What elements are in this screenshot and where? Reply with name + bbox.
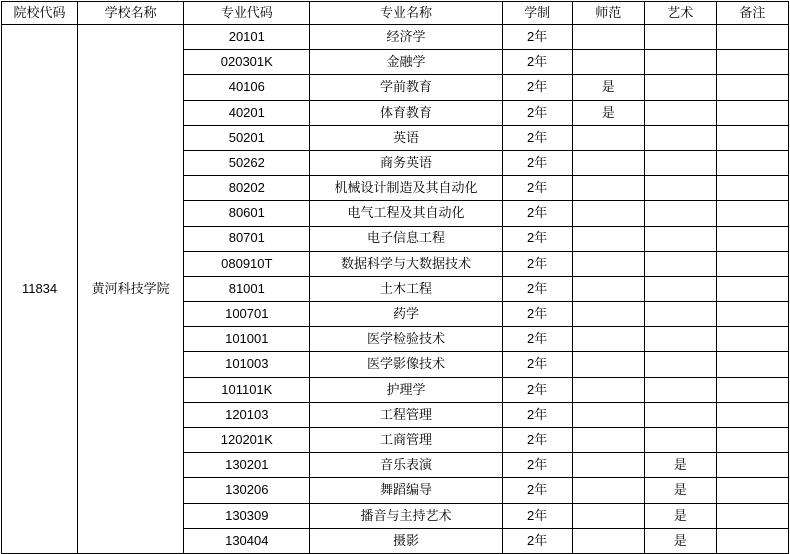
cell-major-code: 101101K [184,377,310,402]
cell-years: 2年 [502,226,572,251]
cell-art [644,201,716,226]
cell-remark [716,125,788,150]
cell-art [644,25,716,50]
cell-major-name: 护理学 [310,377,502,402]
cell-major-code: 40106 [184,75,310,100]
cell-remark [716,150,788,175]
cell-art [644,276,716,301]
cell-normal [572,50,644,75]
cell-major-name: 医学检验技术 [310,327,502,352]
cell-normal [572,528,644,553]
cell-major-code: 50201 [184,125,310,150]
cell-major-code: 120201K [184,428,310,453]
cell-major-name: 数据科学与大数据技术 [310,251,502,276]
cell-major-code: 100701 [184,302,310,327]
cell-remark [716,453,788,478]
cell-major-name: 商务英语 [310,150,502,175]
cell-remark [716,327,788,352]
cell-years: 2年 [502,453,572,478]
cell-major-name: 学前教育 [310,75,502,100]
cell-normal [572,226,644,251]
cell-normal [572,327,644,352]
cell-remark [716,75,788,100]
cell-art [644,251,716,276]
cell-major-name: 土木工程 [310,276,502,301]
cell-major-code: 80601 [184,201,310,226]
cell-normal [572,402,644,427]
cell-major-code: 020301K [184,50,310,75]
cell-art [644,100,716,125]
table-row [2,25,789,50]
cell-art [644,226,716,251]
cell-art [644,302,716,327]
cell-art [644,377,716,402]
cell-normal [572,352,644,377]
header-normal: 师范 [572,2,644,25]
cell-remark [716,428,788,453]
cell-art [644,150,716,175]
cell-years: 2年 [502,302,572,327]
cell-years: 2年 [502,503,572,528]
cell-normal [572,276,644,301]
cell-years: 2年 [502,50,572,75]
cell-major-name: 体育教育 [310,100,502,125]
cell-school-code: 11834 [2,25,78,554]
cell-remark [716,176,788,201]
cell-major-name: 电气工程及其自动化 [310,201,502,226]
cell-major-code: 130309 [184,503,310,528]
cell-school-name: 黄河科技学院 [78,25,184,554]
cell-major-name: 金融学 [310,50,502,75]
cell-major-code: 101003 [184,352,310,377]
cell-remark [716,201,788,226]
cell-art [644,428,716,453]
cell-major-name: 摄影 [310,528,502,553]
cell-major-code: 080910T [184,251,310,276]
cell-major-code: 101001 [184,327,310,352]
cell-years: 2年 [502,201,572,226]
cell-major-name: 药学 [310,302,502,327]
header-art: 艺术 [644,2,716,25]
cell-remark [716,503,788,528]
cell-remark [716,50,788,75]
cell-art: 是 [644,528,716,553]
cell-remark [716,251,788,276]
cell-art: 是 [644,478,716,503]
cell-major-code: 130206 [184,478,310,503]
cell-years: 2年 [502,150,572,175]
header-major-code: 专业代码 [184,2,310,25]
cell-remark [716,528,788,553]
cell-major-code: 120103 [184,402,310,427]
cell-normal [572,176,644,201]
header-remark: 备注 [716,2,788,25]
cell-normal [572,428,644,453]
cell-normal [572,251,644,276]
cell-art: 是 [644,453,716,478]
cell-normal: 是 [572,75,644,100]
cell-remark [716,302,788,327]
cell-normal [572,201,644,226]
cell-major-name: 机械设计制造及其自动化 [310,176,502,201]
cell-normal [572,125,644,150]
cell-years: 2年 [502,428,572,453]
cell-normal [572,25,644,50]
cell-major-name: 舞蹈编导 [310,478,502,503]
table-header [2,2,789,25]
cell-years: 2年 [502,251,572,276]
header-years: 学制 [502,2,572,25]
cell-major-name: 英语 [310,125,502,150]
major-list-table [1,1,789,554]
cell-remark [716,478,788,503]
cell-normal [572,503,644,528]
cell-years: 2年 [502,125,572,150]
cell-art [644,125,716,150]
cell-normal [572,302,644,327]
cell-remark [716,25,788,50]
cell-remark [716,352,788,377]
cell-major-name: 医学影像技术 [310,352,502,377]
cell-art [644,352,716,377]
cell-years: 2年 [502,528,572,553]
header-major-name: 专业名称 [310,2,502,25]
cell-major-code: 130404 [184,528,310,553]
cell-major-name: 电子信息工程 [310,226,502,251]
cell-normal [572,150,644,175]
cell-art [644,327,716,352]
cell-major-code: 50262 [184,150,310,175]
cell-normal [572,453,644,478]
cell-art [644,176,716,201]
cell-major-code: 40201 [184,100,310,125]
cell-art [644,402,716,427]
cell-major-name: 播音与主持艺术 [310,503,502,528]
cell-major-name: 音乐表演 [310,453,502,478]
cell-remark [716,276,788,301]
table-body [2,25,789,554]
cell-major-code: 80701 [184,226,310,251]
cell-normal [572,478,644,503]
cell-years: 2年 [502,402,572,427]
cell-years: 2年 [502,75,572,100]
cell-art: 是 [644,503,716,528]
cell-remark [716,100,788,125]
cell-major-code: 80202 [184,176,310,201]
cell-remark [716,402,788,427]
cell-normal [572,377,644,402]
cell-years: 2年 [502,276,572,301]
document-page [0,1,790,546]
cell-major-code: 20101 [184,25,310,50]
cell-major-code: 81001 [184,276,310,301]
header-school-name: 学校名称 [78,2,184,25]
cell-years: 2年 [502,327,572,352]
cell-art [644,50,716,75]
header-school-code: 院校代码 [2,2,78,25]
cell-major-name: 经济学 [310,25,502,50]
cell-years: 2年 [502,377,572,402]
cell-major-name: 工商管理 [310,428,502,453]
cell-years: 2年 [502,352,572,377]
cell-years: 2年 [502,25,572,50]
header-row [2,2,789,25]
cell-remark [716,377,788,402]
cell-art [644,75,716,100]
cell-normal: 是 [572,100,644,125]
cell-years: 2年 [502,176,572,201]
cell-years: 2年 [502,100,572,125]
cell-remark [716,226,788,251]
cell-years: 2年 [502,478,572,503]
cell-major-code: 130201 [184,453,310,478]
cell-major-name: 工程管理 [310,402,502,427]
